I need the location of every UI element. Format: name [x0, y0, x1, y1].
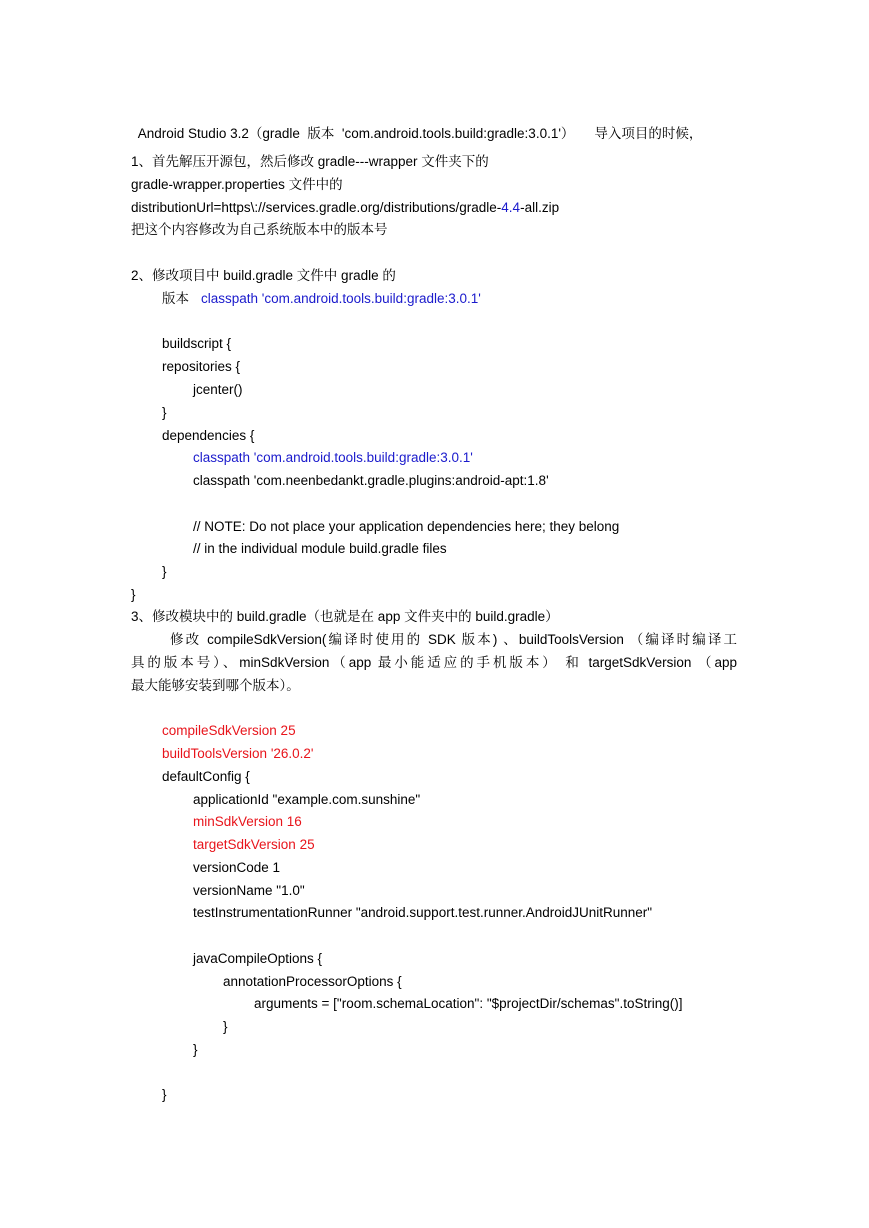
step1-heading: 1、首先解压开源包，然后修改 gradle---wrapper 文件夹下的	[131, 154, 489, 169]
url-suffix: -all.zip	[520, 200, 560, 215]
code-java-compile-options: javaCompileOptions {	[193, 951, 323, 966]
code-dependencies: dependencies {	[162, 428, 255, 443]
step2-heading: 2、修改项目中 build.gradle 文件中 gradle 的	[131, 268, 396, 283]
code-compile-sdk: compileSdkVersion 25	[162, 723, 296, 738]
code-target-sdk: targetSdkVersion 25	[193, 837, 315, 852]
code-version-code: versionCode 1	[193, 860, 281, 875]
step3-paragraph-line3: 最大能够安装到哪个版本）。	[131, 678, 300, 693]
code-application-id: applicationId "example.com.sunshine"	[193, 792, 421, 807]
code-buildscript: buildscript {	[162, 336, 232, 351]
code-comment-2: // in the individual module build.gradle files	[193, 541, 447, 556]
step2-version-line	[162, 290, 481, 308]
intro-text: Android Studio 3.2（gradle 版本 'com.android.tools.build:gradle:3.0.1'）	[137, 126, 575, 141]
code-close-brace: }	[223, 1019, 228, 1034]
intro-text-end: 导入项目的时候，	[594, 126, 703, 141]
code-test-runner: testInstrumentationRunner "android.support.test.runner.AndroidJUnitRunner"	[193, 905, 653, 920]
code-annotation-options: annotationProcessorOptions {	[223, 974, 402, 989]
code-jcenter: jcenter()	[193, 382, 243, 397]
step3-paragraph-line1: 修改 compileSdkVersion(编译时使用的 SDK 版本) 、buildToolsVersion （编译时编译工	[170, 632, 737, 647]
step1-note: 把这个内容修改为自己系统版本中的版本号	[131, 222, 388, 237]
step3-paragraph-line2: 具的版本号）、minSdkVersion（app 最小能适应的手机版本） 和 targetSdkVersion （app	[131, 655, 737, 670]
code-build-tools: buildToolsVersion '26.0.2'	[162, 746, 314, 761]
intro-line	[131, 107, 702, 143]
step1-url-line	[131, 199, 559, 217]
code-classpath-apt: classpath 'com.neenbedankt.gradle.plugins:android-apt:1.8'	[193, 473, 549, 488]
code-close-brace: }	[162, 405, 167, 420]
step3-heading: 3、修改模块中的 build.gradle（也就是在 app 文件夹中的 build.gradle）	[131, 609, 559, 624]
code-classpath-gradle: classpath 'com.android.tools.build:gradle:3.0.1'	[193, 450, 473, 465]
version-label: 版本	[162, 291, 189, 306]
step1-file-line: gradle-wrapper.properties 文件中的	[131, 177, 343, 192]
code-default-config: defaultConfig {	[162, 769, 250, 784]
code-arguments: arguments = ["room.schemaLocation": "$projectDir/schemas".toString()]	[254, 996, 683, 1011]
code-close-brace: }	[131, 587, 136, 602]
classpath-highlight: classpath 'com.android.tools.build:gradle:3.0.1'	[201, 291, 481, 306]
code-repositories: repositories {	[162, 359, 241, 374]
code-version-name: versionName "1.0"	[193, 883, 305, 898]
code-close-brace: }	[162, 1087, 167, 1102]
url-prefix: distributionUrl=https\://services.gradle.org/distributions/gradle-	[131, 200, 502, 215]
code-min-sdk: minSdkVersion 16	[193, 814, 302, 829]
code-comment-1: // NOTE: Do not place your application dependencies here; they belong	[193, 519, 620, 534]
code-close-brace: }	[162, 564, 167, 579]
url-version: 4.4	[501, 200, 521, 215]
code-close-brace: }	[193, 1042, 198, 1057]
